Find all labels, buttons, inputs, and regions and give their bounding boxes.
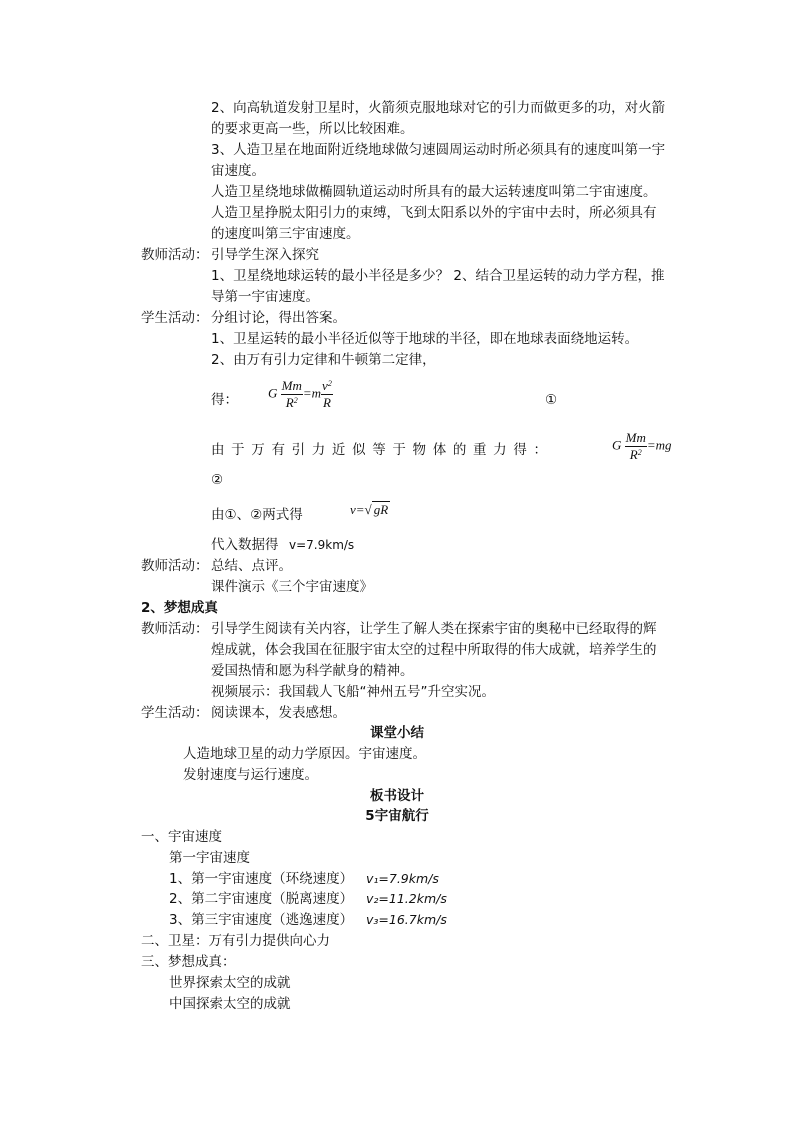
velocity-row-value: v₂=11.2km/s — [366, 891, 447, 906]
question-line: 1、卫星绕地球运转的最小半径是多少？ 2、结合卫星运转的动力学方程，推 — [211, 268, 665, 284]
teacher-activity-text: 爱国热情和愿为科学献身的精神。 — [211, 663, 414, 679]
velocity-row-label: 1、第一宇宙速度（环绕速度） — [169, 871, 354, 887]
student-activity-label: 学生活动： — [141, 310, 209, 326]
summary-line: 发射速度与运行速度。 — [183, 767, 318, 783]
board-subitem: 中国探索太空的成就 — [169, 996, 291, 1012]
answer-line: 1、卫星运转的最小半径近似等于地球的半径，即在地球表面绕地运转。 — [211, 331, 639, 347]
summary-title: 课堂小结 — [370, 725, 424, 741]
teacher-activity-text: 煌成就，体会我国在征服宇宙太空的过程中所取得的伟大成就，培养学生的 — [211, 642, 657, 658]
student-activity-label: 学生活动： — [141, 705, 209, 721]
equation-marker-1: ① — [545, 392, 558, 408]
courseware-line: 课件演示《三个宇宙速度》 — [211, 579, 373, 595]
board-title: 板书设计 — [370, 788, 424, 804]
teacher-activity-label: 教师活动： — [141, 621, 209, 637]
section-heading: 2、梦想成真 — [141, 600, 218, 616]
summary-line: 人造地球卫星的动力学原因。宇宙速度。 — [183, 746, 426, 762]
paragraph-line: 的要求更高一些，所以比较困难。 — [211, 121, 414, 137]
paragraph-line: 3、人造卫星在地面附近绕地球做匀速圆周运动时所必须具有的速度叫第一宇 — [211, 142, 666, 158]
equation-gravity-weight: G $\frac{Mm}{R^2}$ =mg — [612, 430, 672, 462]
substitute-line: 代入数据得 — [211, 537, 279, 553]
paragraph-line: 人造卫星绕地球做椭圆轨道运动时所具有的最大运转速度叫第二宇宙速度。 — [211, 184, 657, 200]
equation-gravity-centripetal: G $\frac{Mm}{R^2}$ =m $\frac{v^2}{R}$ — [268, 378, 332, 410]
velocity-row-value: v₁=7.9km/s — [366, 871, 439, 886]
paragraph-line: 宙速度。 — [211, 163, 265, 179]
board-item: 二、卫星：万有引力提供向心力 — [141, 933, 330, 949]
gravity-weight-line: 由于万有引力近似等于物体的重力得： — [211, 442, 547, 458]
teacher-activity-text: 引导学生阅读有关内容，让学生了解人类在探索宇宙的奥秘中已经取得的辉 — [211, 621, 657, 637]
board-subtitle: 5宇宙航行 — [365, 808, 429, 824]
velocity-row-label: 2、第二宇宙速度（脱离速度） — [169, 891, 354, 907]
equation-velocity: v=√ gR — [350, 502, 389, 517]
velocity-row-value: v₃=16.7km/s — [366, 912, 447, 927]
equation-marker-2: ② — [211, 472, 224, 488]
paragraph-line: 人造卫星挣脱太阳引力的束缚，飞到太阳系以外的宇宙中去时，所必须具有 — [211, 205, 657, 221]
paragraph-line: 的速度叫第三宇宙速度。 — [211, 226, 360, 242]
combine-line: 由①、②两式得 — [211, 507, 303, 523]
paragraph-line: 2、向高轨道发射卫星时，火箭须克服地球对它的引力而做更多的功，对火箭 — [211, 100, 666, 116]
substitute-value: v=7.9km/s — [289, 538, 355, 552]
board-item: 一、宇宙速度 — [141, 829, 222, 845]
board-subitem: 第一宇宙速度 — [169, 850, 250, 866]
derive-label: 得： — [211, 392, 238, 408]
velocity-row-label: 3、第三宇宙速度（逃逸速度） — [169, 912, 354, 928]
student-activity-text: 阅读课本，发表感想。 — [211, 705, 346, 721]
board-item: 三、梦想成真： — [141, 954, 236, 970]
teacher-activity-text: 引导学生深入探究 — [211, 247, 319, 263]
question-line: 导第一宇宙速度。 — [211, 289, 319, 305]
board-subitem: 世界探索太空的成就 — [169, 975, 291, 991]
answer-line: 2、由万有引力定律和牛顿第二定律， — [211, 352, 436, 368]
video-line: 视频展示：我国载人飞船“神州五号”升空实况。 — [211, 684, 495, 700]
teacher-activity-label: 教师活动： — [141, 247, 209, 263]
student-activity-text: 分组讨论，得出答案。 — [211, 310, 346, 326]
teacher-activity-label: 教师活动： — [141, 558, 209, 574]
teacher-activity-text: 总结、点评。 — [211, 558, 292, 574]
